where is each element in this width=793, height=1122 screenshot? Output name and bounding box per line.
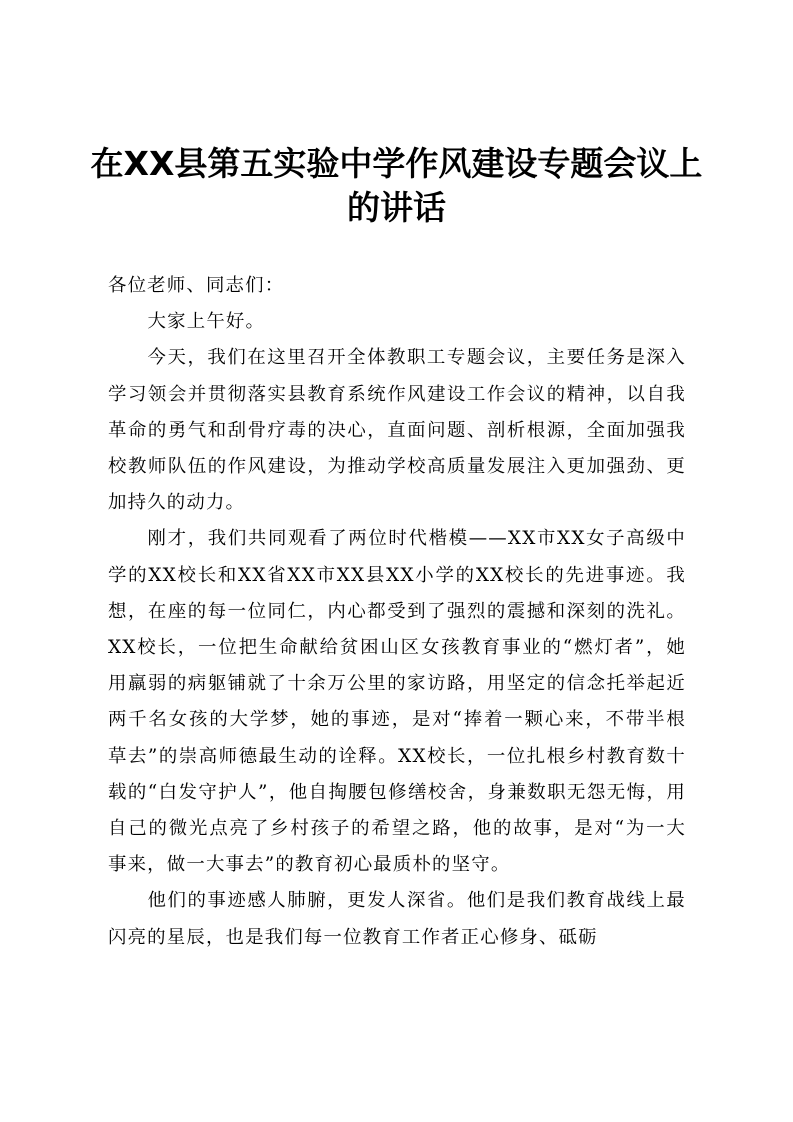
document-title: 在XX县第五实验中学作风建设专题会议上的讲话 (90, 144, 703, 227)
paragraph-purpose: 今天，我们在这里召开全体教职工专题会议，主要任务是深入学习领会并贯彻落实县教育系统作风建设工作会议的精神，以自我革命的勇气和刮骨疗毒的决心，直面问题、剖析根源，全面加强我校教师队伍的作风建设，为推动学校高质量发展注入更加强劲、更加持久的动力。 (108, 347, 686, 514)
salutation: 各位老师、同志们： (108, 275, 285, 296)
document-body (108, 268, 686, 956)
paragraph-greeting: 大家上午好。 (147, 311, 266, 333)
paragraph-reflection: 他们的事迹感人肺腑，更发人深省。他们是我们教育战线上最闪亮的星辰，也是我们每一位教育工作者正心修身、砥砺 (108, 890, 686, 948)
paragraph-role-models: 刚才，我们共同观看了两位时代楷模——XX市XX女子高级中学的XX校长和XX省XX市XX县XX小学的XX校长的先进事迹。我想，在座的每一位同仁，内心都受到了强烈的震撼和深刻的洗礼。XX校长，一位把生命献给贫困山区女孩教育事业的“燃灯者”，她用羸弱的病躯铺就了十余万公里的家访路，用坚定的信念托举起近两千名女孩的大学梦，她的事迹，是对“捧着一颗心来，不带半根草去”的崇高师德最生动的诠释。XX校长，一位扎根乡村教育数十载的“白发守护人”，他自掏腰包修缮校舍，身兼数职无怨无悔，用自己的微光点亮了乡村孩子的希望之路，他的故事，是对“为一大事来，做一大事去”的教育初心最质朴的坚守。 (108, 528, 686, 876)
